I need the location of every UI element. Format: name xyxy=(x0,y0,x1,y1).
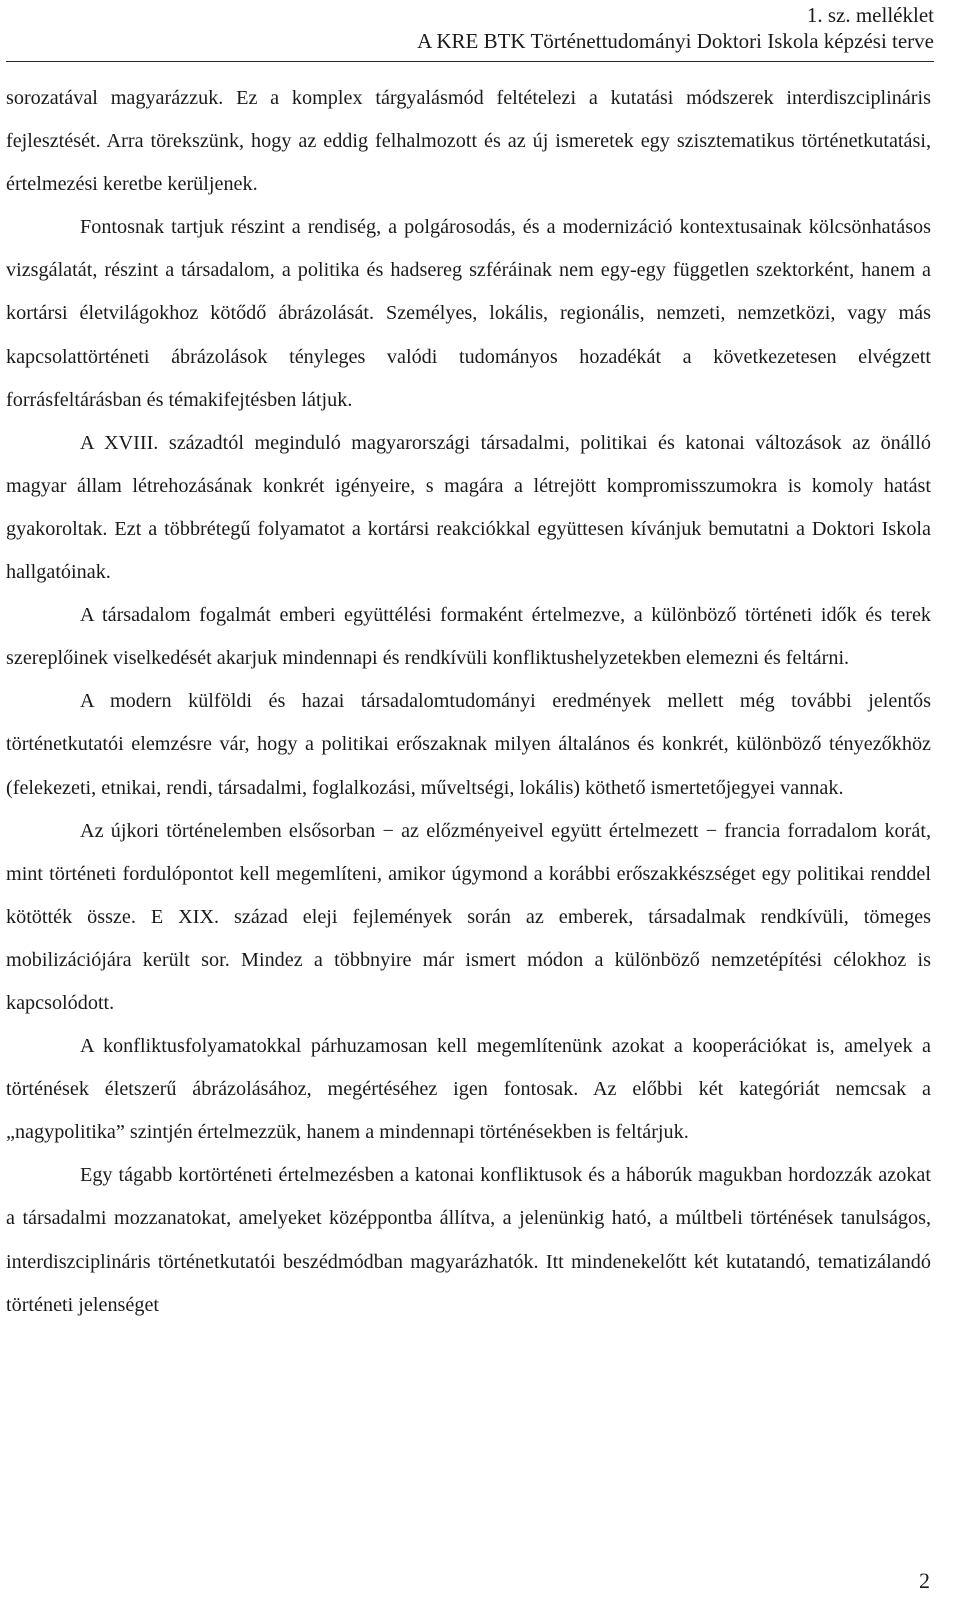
paragraph: sorozatával magyarázzuk. Ez a komplex tárgyalásmód feltételezi a kutatási módszerek interdiszciplináris fejlesztését. Arra törekszünk, hogy az eddig felhalmozott és az új ismeretek egy szisztematikus történetkutatási, értelmezési keretbe kerüljenek. xyxy=(6,87,931,196)
paragraph: Egy tágabb kortörténeti értelmezésben a katonai konfliktusok és a háborúk magukban hordozzák azokat a társadalmi mozzanatokat, amelyeket középpontba állítva, a jelenünkig ható, a múltbeli történések tanulságos, interdiszciplináris történetkutatói beszédmódban magyarázhatók. Itt mindenekelőtt két kutatandó, tematizálandó történeti jelenséget xyxy=(6,1164,931,1316)
paragraph: A társadalom fogalmát emberi együttélési formaként értelmezve, a különböző történeti idők és terek szereplőinek viselkedését akarjuk mindennapi és rendkívüli konfliktushelyzetekben elemezni és feltárni. xyxy=(6,604,931,670)
header-document-title: A KRE BTK Történettudományi Doktori Iskola képzési terve xyxy=(417,29,934,53)
paragraph: A modern külföldi és hazai társadalomtudományi eredmények mellett még további jelentős történetkutatói elemzésre vár, hogy a politikai erőszaknak milyen általános és konkrét, különböző tényezőkhöz (felekezeti, etnikai, rendi, társadalmi, foglalkozási, műveltségi, lokális) köthető ismertetőjegyei vannak. xyxy=(6,690,931,799)
paragraph: Fontosnak tartjuk részint a rendiség, a polgárosodás, és a modernizáció kontextusainak kölcsönhatásos vizsgálatát, részint a társadalom, a politika és hadsereg szféráinak nem egy-egy független szektorként, hanem a kortársi életvilágokhoz kötődő ábrázolását. Személyes, lokális, regionális, nemzeti, nemzetközi, vagy más kapcsolattörténeti ábrázolások tényleges valódi tudományos hozadékát a következetesen elvégzett forrásfeltárásban és témakifejtésben látjuk. xyxy=(6,216,931,411)
header-divider xyxy=(6,61,934,62)
page-number: 2 xyxy=(919,1568,930,1593)
paragraph: A XVIII. századtól meginduló magyarországi társadalmi, politikai és katonai változások az önálló magyar állam létrehozásának konkrét igényeire, s magára a létrejött kompromisszumokra is komoly hatást gyakoroltak. Ezt a többrétegű folyamatot a kortársi reakciókkal együttesen kívánjuk bemutatni a Doktori Iskola hallgatóinak. xyxy=(6,431,931,584)
header-annex-label: 1. sz. melléklet xyxy=(806,3,934,27)
paragraph: Az újkori történelemben elsősorban − az előzményeivel együtt értelmezett − francia forradalom korát, mint történeti fordulópontot kell megemlíteni, amikor úgymond a korábbi erőszakkészséget egy politikai renddel kötötték össze. E XIX. század eleji fejlemények során az emberek, társadalmak rendkívüli, tömeges mobilizációjára került sor. Mindez a többnyire már ismert módon a különböző nemzetépítési célokhoz is kapcsolódott. xyxy=(6,819,931,1014)
page-header xyxy=(417,2,934,54)
paragraph: A konfliktusfolyamatokkal párhuzamosan kell megemlítenünk azokat a kooperációkat is, amelyek a történések életszerű ábrázolásához, megértéséhez igen fontosak. Az előbbi két kategóriát nemcsak a „nagypolitika” szintjén értelmezzük, hanem a mindennapi történésekben is feltárjuk. xyxy=(6,1035,931,1144)
document-body xyxy=(6,77,931,1327)
